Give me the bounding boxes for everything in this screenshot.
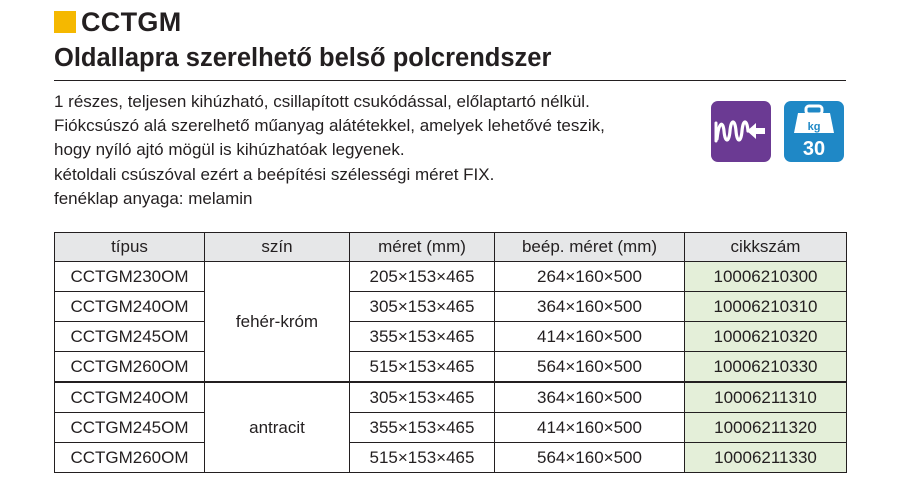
header-type: típus: [55, 233, 205, 262]
cell-type: CCTGM240OM: [55, 292, 205, 322]
cell-install-size: 264×160×500: [495, 262, 685, 292]
cell-size: 515×153×465: [350, 352, 495, 383]
description-line: 1 részes, teljesen kihúzható, csillapított csukódással, előlaptartó nélkül.: [54, 92, 590, 111]
cell-install-size: 564×160×500: [495, 352, 685, 383]
table-row: [55, 382, 847, 413]
soft-close-badge: [711, 101, 771, 162]
header-color: szín: [205, 233, 350, 262]
cell-article-number: 10006210320: [685, 322, 847, 352]
cell-type: CCTGM245OM: [55, 322, 205, 352]
table-row: [55, 352, 847, 383]
description-line: hogy nyíló ajtó mögül is kihúzhatóak legyenek.: [54, 140, 405, 160]
cell-article-number: 10006210310: [685, 292, 847, 322]
header-article-number: cikkszám: [685, 233, 847, 262]
description-line: Fiókcsúszó alá szerelhető műanyag alátétekkel, amelyek lehetővé teszik,: [54, 116, 605, 136]
table-row: [55, 292, 847, 322]
cell-size: 305×153×465: [350, 292, 495, 322]
table-row: [55, 262, 847, 292]
weight-icon: [784, 101, 844, 162]
cell-install-size: 564×160×500: [495, 443, 685, 473]
product-code: CCTGM: [81, 6, 182, 37]
cell-size: 355×153×465: [350, 413, 495, 443]
header-size: méret (mm): [350, 233, 495, 262]
cell-install-size: 414×160×500: [495, 413, 685, 443]
cell-type: CCTGM260OM: [55, 352, 205, 383]
weight-unit: kg: [807, 121, 821, 133]
cell-size: 515×153×465: [350, 443, 495, 473]
cell-type: CCTGM240OM: [55, 382, 205, 413]
table-row: [55, 413, 847, 443]
product-table: [54, 232, 847, 473]
cell-article-number: 10006211310: [685, 382, 847, 413]
title-divider: [54, 80, 846, 81]
description-line: fenéklap anyaga: melamin: [54, 188, 253, 208]
cell-article-number: 10006210300: [685, 262, 847, 292]
page-title: Oldallapra szerelhető belső polcrendszer: [54, 44, 552, 72]
cell-type: CCTGM230OM: [55, 262, 205, 292]
cell-color-group: antracit: [205, 382, 350, 473]
cell-size: 355×153×465: [350, 322, 495, 352]
weight-capacity-badge: [784, 101, 844, 162]
cell-size: 205×153×465: [350, 262, 495, 292]
cell-install-size: 364×160×500: [495, 292, 685, 322]
table-row: [55, 443, 847, 473]
table-header-row: [55, 233, 847, 262]
header-install-size: beép. méret (mm): [495, 233, 685, 262]
cell-color-group: fehér-króm: [205, 262, 350, 383]
cell-article-number: 10006211320: [685, 413, 847, 443]
product-description: [54, 90, 694, 211]
table-row: [55, 322, 847, 352]
cell-type: CCTGM260OM: [55, 443, 205, 473]
product-code-row: [54, 6, 181, 38]
weight-value: 30: [802, 138, 826, 160]
soft-close-spring-icon: [711, 101, 771, 162]
cell-install-size: 414×160×500: [495, 322, 685, 352]
cell-type: CCTGM245OM: [55, 413, 205, 443]
cell-article-number: 10006211330: [685, 443, 847, 473]
cell-size: 305×153×465: [350, 382, 495, 413]
accent-square-icon: [54, 11, 76, 33]
cell-install-size: 364×160×500: [495, 382, 685, 413]
cell-article-number: 10006210330: [685, 352, 847, 383]
description-line: kétoldali csúszóval ezért a beépítési szélességi méret FIX.: [54, 164, 495, 184]
